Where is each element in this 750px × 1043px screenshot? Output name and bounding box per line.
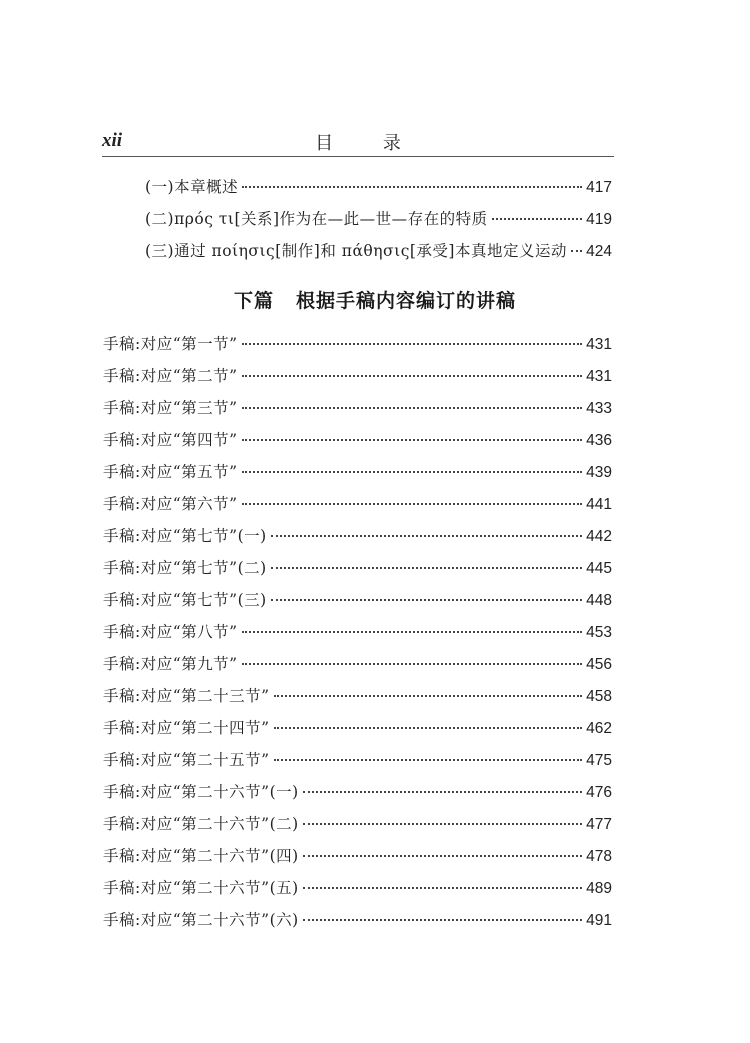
part-label: 下篇	[233, 290, 274, 312]
leader-dots	[571, 250, 582, 252]
toc-entry-page: 478	[586, 848, 612, 865]
toc-entry-page: 453	[586, 624, 612, 641]
running-header	[102, 126, 614, 157]
toc-entry-label: 手稿:对应“第二十六节”(四)	[103, 847, 299, 865]
leader-dots	[303, 823, 582, 825]
toc-entry-label: 手稿:对应“第三节”	[103, 399, 238, 417]
toc-entry-label: 手稿:对应“第二十六节”(二)	[103, 815, 299, 833]
toc-entry-label: 手稿:对应“第九节”	[103, 655, 238, 673]
toc-entry-manuscript[interactable]	[103, 622, 612, 643]
header-title: 目 录	[315, 133, 423, 154]
toc-entry-manuscript[interactable]	[103, 590, 612, 611]
leader-dots	[242, 375, 583, 377]
toc-entry-label: 手稿:对应“第七节”(三)	[103, 591, 267, 609]
leader-dots	[274, 695, 583, 697]
toc-entry-page: 436	[586, 432, 612, 449]
toc-entry-label: 手稿:对应“第八节”	[103, 623, 238, 641]
page-number: xii	[102, 130, 123, 151]
toc-entry-manuscript[interactable]	[103, 686, 612, 707]
leader-dots	[274, 727, 583, 729]
toc-entry-manuscript[interactable]	[103, 654, 612, 675]
toc-entry-manuscript[interactable]	[103, 718, 612, 739]
toc-entry-label: 手稿:对应“第五节”	[103, 463, 238, 481]
toc-entry-manuscript[interactable]	[103, 910, 612, 931]
toc-entry-label: 手稿:对应“第二节”	[103, 367, 238, 385]
toc-entry-page: 417	[586, 179, 612, 196]
toc-entry-label: 手稿:对应“第二十四节”	[103, 719, 270, 737]
toc-entry-manuscript[interactable]	[103, 462, 612, 483]
leader-dots	[242, 186, 582, 188]
toc-entry-subsection[interactable]	[145, 177, 612, 198]
toc-entry-page: 456	[586, 656, 612, 673]
toc-entry-manuscript[interactable]	[103, 366, 612, 387]
toc-entry-subsection[interactable]	[145, 209, 612, 230]
leader-dots	[242, 663, 583, 665]
toc-entry-manuscript[interactable]	[103, 430, 612, 451]
toc-entry-manuscript[interactable]	[103, 334, 612, 355]
toc-entry-page: 439	[586, 464, 612, 481]
toc-entry-manuscript[interactable]	[103, 750, 612, 771]
leader-dots	[492, 218, 583, 220]
toc-entry-page: 491	[586, 912, 612, 929]
toc-entry-label: 手稿:对应“第七节”(二)	[103, 559, 267, 577]
toc-entry-page: 448	[586, 592, 612, 609]
toc-entry-label: 手稿:对应“第一节”	[103, 335, 238, 353]
toc-entry-page: 441	[586, 496, 612, 513]
toc-entry-label: 手稿:对应“第二十六节”(一)	[103, 783, 299, 801]
toc-entry-label: 手稿:对应“第四节”	[103, 431, 238, 449]
leader-dots	[303, 919, 582, 921]
toc-entry-label: (一)本章概述	[145, 178, 239, 196]
toc-entry-page: 477	[586, 816, 612, 833]
toc-entry-page: 431	[586, 368, 612, 385]
toc-entry-manuscript[interactable]	[103, 814, 612, 835]
leader-dots	[242, 503, 583, 505]
toc-entry-manuscript[interactable]	[103, 878, 612, 899]
toc-entry-label: 手稿:对应“第二十六节”(六)	[103, 911, 299, 929]
toc-entry-page: 475	[586, 752, 612, 769]
toc-entry-page: 489	[586, 880, 612, 897]
leader-dots	[303, 855, 582, 857]
toc-entry-page: 462	[586, 720, 612, 737]
leader-dots	[274, 759, 583, 761]
toc-entry-manuscript[interactable]	[103, 398, 612, 419]
toc-entry-manuscript[interactable]	[103, 782, 612, 803]
leader-dots	[242, 407, 583, 409]
leader-dots	[242, 631, 583, 633]
leader-dots	[242, 343, 583, 345]
toc-entry-page: 419	[586, 211, 612, 228]
toc-entry-page: 476	[586, 784, 612, 801]
toc-entry-subsection[interactable]	[145, 241, 612, 262]
toc-entry-label: 手稿:对应“第二十五节”	[103, 751, 270, 769]
toc-entry-page: 433	[586, 400, 612, 417]
toc-entry-label: (三)通过 ποίησις[制作]和 πάθησις[承受]本真地定义运动	[145, 242, 567, 260]
leader-dots	[303, 791, 582, 793]
toc-entry-label: (二)πρός τι[关系]作为在—此—世—存在的特质	[145, 210, 488, 228]
leader-dots	[303, 887, 582, 889]
leader-dots	[242, 471, 583, 473]
leader-dots	[271, 535, 582, 537]
part-title: 根据手稿内容编订的讲稿	[296, 290, 517, 312]
toc-entry-label: 手稿:对应“第六节”	[103, 495, 238, 513]
toc-entry-manuscript[interactable]	[103, 494, 612, 515]
toc-entry-label: 手稿:对应“第七节”(一)	[103, 527, 267, 545]
toc-entry-label: 手稿:对应“第二十六节”(五)	[103, 879, 299, 897]
toc-entry-page: 445	[586, 560, 612, 577]
toc-entry-label: 手稿:对应“第二十三节”	[103, 687, 270, 705]
leader-dots	[271, 567, 582, 569]
toc-entry-page: 458	[586, 688, 612, 705]
toc-entry-page: 431	[586, 336, 612, 353]
toc-entry-page: 424	[586, 243, 612, 260]
toc-entry-manuscript[interactable]	[103, 846, 612, 867]
toc-entry-manuscript[interactable]	[103, 558, 612, 579]
part-heading	[0, 286, 750, 313]
leader-dots	[271, 599, 582, 601]
toc-entry-manuscript[interactable]	[103, 526, 612, 547]
leader-dots	[242, 439, 583, 441]
toc-entry-page: 442	[586, 528, 612, 545]
